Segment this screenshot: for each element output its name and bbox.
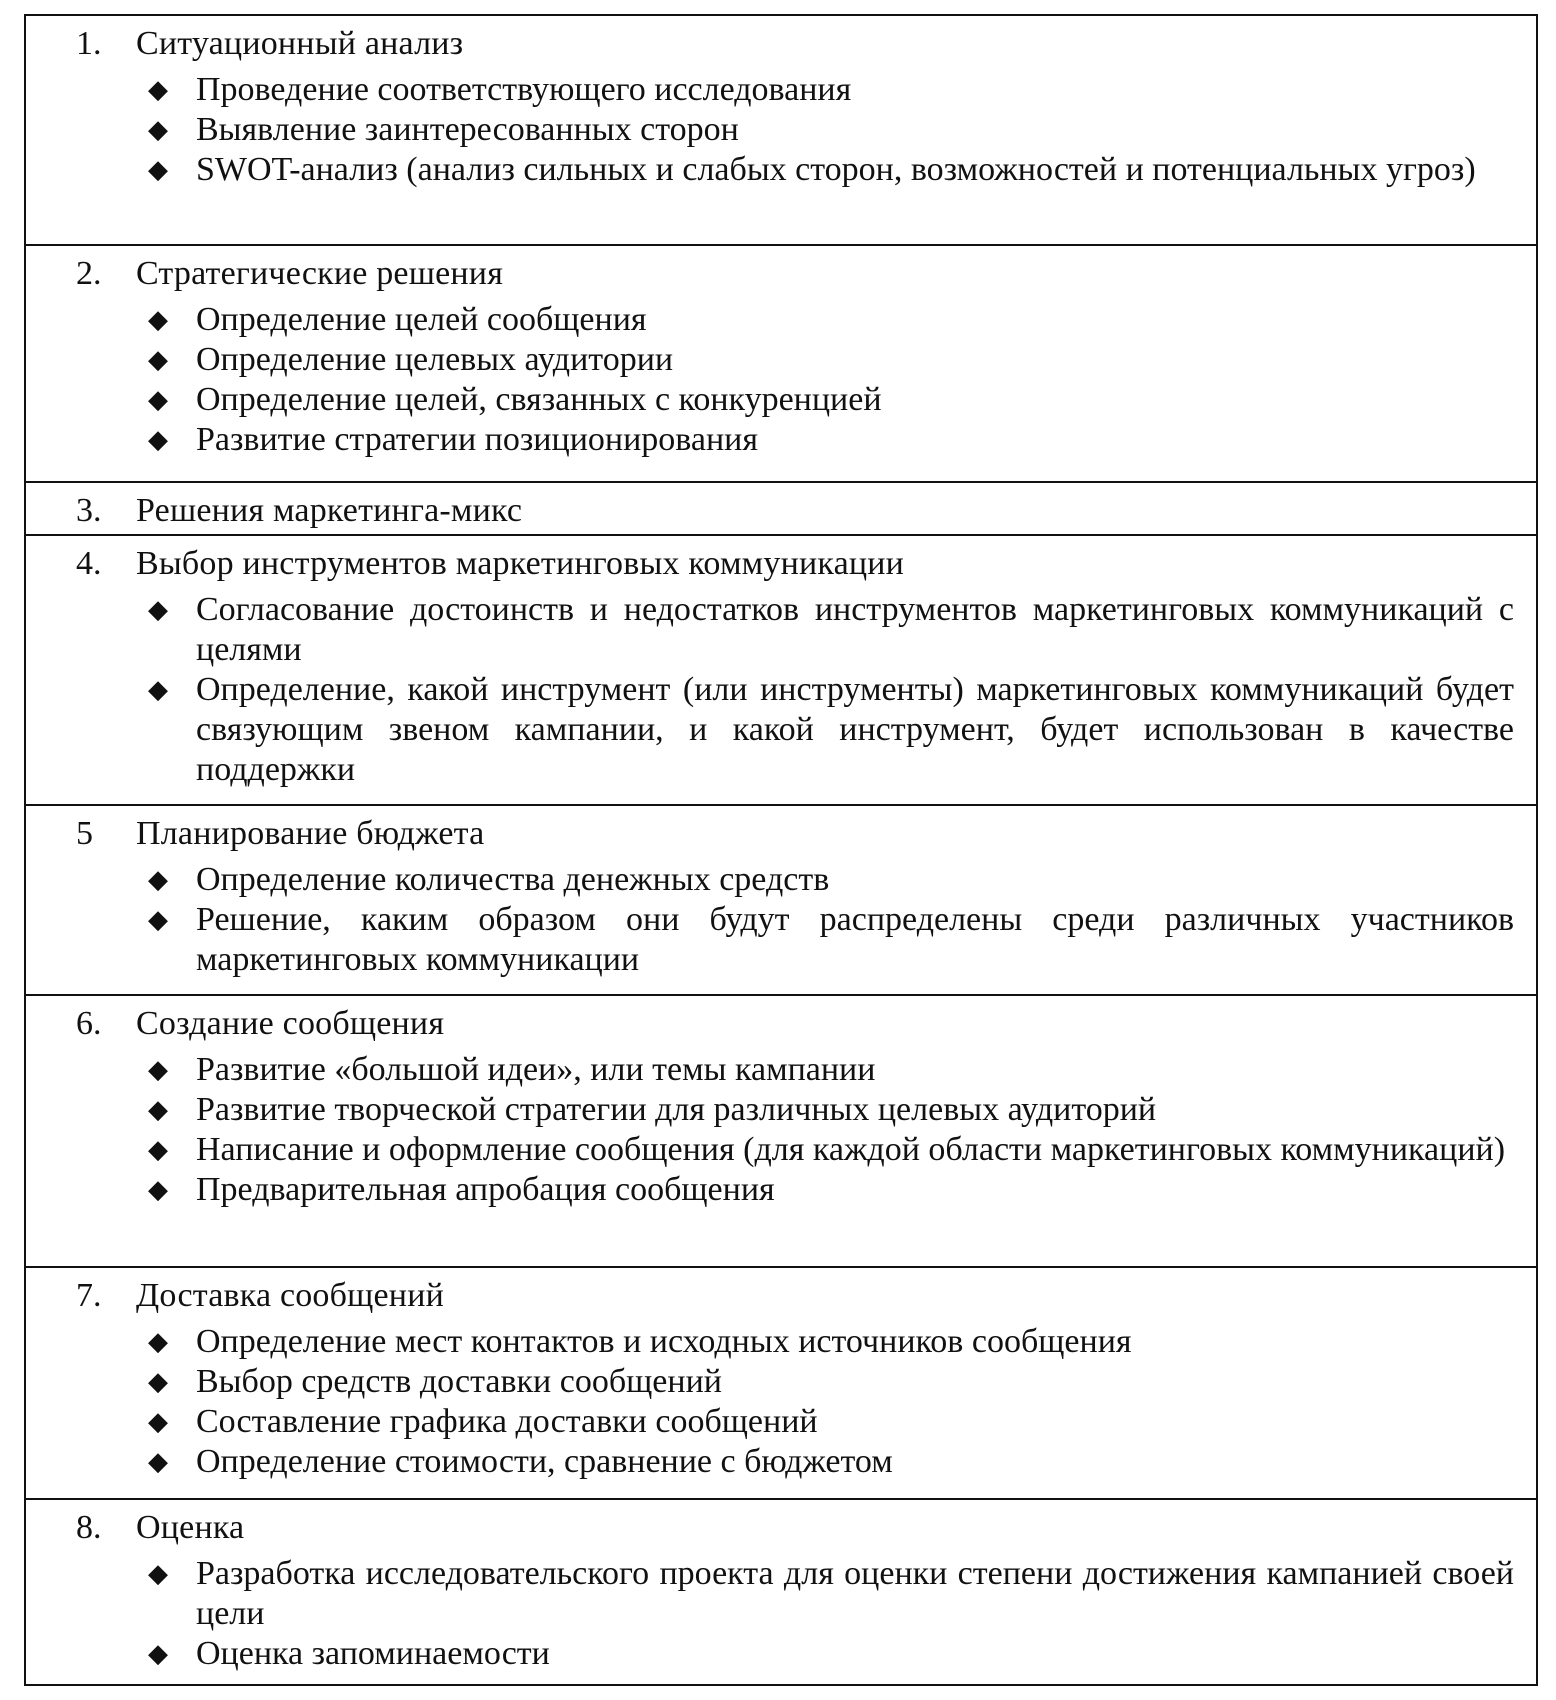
item-list <box>26 1554 1536 1674</box>
section-heading <box>26 1276 1536 1316</box>
item-list <box>26 70 1536 190</box>
list-item <box>26 150 1536 190</box>
section-title: Ситуационный анализ <box>136 25 464 62</box>
item-text: SWOT-анализ (анализ сильных и слабых сторон, возможностей и потенциальных угроз) <box>196 151 1476 188</box>
item-text: Развитие стратегии позиционирования <box>196 421 759 458</box>
section-6 <box>26 996 1536 1268</box>
list-item <box>26 900 1536 980</box>
diamond-bullet-icon: ◆ <box>148 345 168 374</box>
list-item <box>26 1442 1536 1482</box>
diamond-bullet-icon: ◆ <box>148 1135 168 1164</box>
item-text: Развитие творческой стратегии для различных целевых аудиторий <box>196 1091 1157 1128</box>
item-text: Решение, каким образом они будут распределены среди различных участников маркетинговых коммуникации <box>196 901 1514 978</box>
item-list <box>26 590 1536 790</box>
section-number: 8. <box>76 1509 102 1546</box>
section-number: 6. <box>76 1005 102 1042</box>
section-heading <box>26 491 1536 531</box>
section-title: Оценка <box>136 1509 245 1546</box>
list-item <box>26 1130 1536 1170</box>
item-text: Определение стоимости, сравнение с бюджетом <box>196 1443 893 1480</box>
diamond-bullet-icon: ◆ <box>148 1055 168 1084</box>
item-text: Оценка запоминаемости <box>196 1635 550 1672</box>
section-1 <box>26 16 1536 246</box>
section-2 <box>26 246 1536 483</box>
item-text: Определение целевых аудитории <box>196 341 674 378</box>
diamond-bullet-icon: ◆ <box>148 675 168 704</box>
diamond-bullet-icon: ◆ <box>148 155 168 184</box>
list-item <box>26 590 1536 670</box>
item-text: Определение целей, связанных с конкуренцией <box>196 381 882 418</box>
list-item <box>26 110 1536 150</box>
diamond-bullet-icon: ◆ <box>148 1095 168 1124</box>
section-heading <box>26 24 1536 64</box>
diamond-bullet-icon: ◆ <box>148 385 168 414</box>
diamond-bullet-icon: ◆ <box>148 1327 168 1356</box>
section-title: Решения маркетинга-микс <box>136 492 523 529</box>
item-text: Согласование достоинств и недостатков инструментов маркетинговых коммуникаций с целями <box>196 591 1514 668</box>
list-item <box>26 1554 1536 1634</box>
item-list <box>26 1050 1536 1210</box>
section-number: 3. <box>76 492 102 529</box>
item-text: Проведение соответствующего исследования <box>196 71 852 108</box>
list-item <box>26 1090 1536 1130</box>
item-list <box>26 860 1536 980</box>
list-item <box>26 420 1536 460</box>
diamond-bullet-icon: ◆ <box>148 1367 168 1396</box>
section-heading <box>26 1508 1536 1548</box>
list-item <box>26 1170 1536 1210</box>
diamond-bullet-icon: ◆ <box>148 305 168 334</box>
section-number: 1. <box>76 25 102 62</box>
section-title: Создание сообщения <box>136 1005 445 1042</box>
item-text: Определение мест контактов и исходных источников сообщения <box>196 1323 1132 1360</box>
list-item <box>26 670 1536 790</box>
diamond-bullet-icon: ◆ <box>148 1639 168 1668</box>
diamond-bullet-icon: ◆ <box>148 75 168 104</box>
section-heading <box>26 254 1536 294</box>
diamond-bullet-icon: ◆ <box>148 1407 168 1436</box>
diamond-bullet-icon: ◆ <box>148 115 168 144</box>
section-number: 5 <box>76 815 93 852</box>
item-text: Выбор средств доставки сообщений <box>196 1363 722 1400</box>
item-text: Разработка исследовательского проекта для оценки степени достижения кампанией своей цели <box>196 1555 1514 1632</box>
item-text: Определение, какой инструмент (или инструменты) маркетинговых коммуникаций будет связующим звеном кампании, и какой инструмент, будет использован в качестве поддержки <box>196 671 1514 788</box>
section-8 <box>26 1500 1536 1684</box>
process-table <box>24 14 1538 1686</box>
list-item <box>26 1634 1536 1674</box>
section-title: Выбор инструментов маркетинговых коммуникации <box>136 545 905 582</box>
diamond-bullet-icon: ◆ <box>148 1447 168 1476</box>
section-number: 2. <box>76 255 102 292</box>
list-item <box>26 70 1536 110</box>
section-heading <box>26 814 1536 854</box>
diamond-bullet-icon: ◆ <box>148 905 168 934</box>
diamond-bullet-icon: ◆ <box>148 425 168 454</box>
list-item <box>26 860 1536 900</box>
section-title: Стратегические решения <box>136 255 504 292</box>
item-text: Предварительная апробация сообщения <box>196 1171 775 1208</box>
list-item <box>26 1050 1536 1090</box>
section-heading <box>26 544 1536 584</box>
diamond-bullet-icon: ◆ <box>148 1559 168 1588</box>
item-text: Выявление заинтересованных сторон <box>196 111 739 148</box>
section-number: 4. <box>76 545 102 582</box>
item-text: Составление графика доставки сообщений <box>196 1403 818 1440</box>
section-number: 7. <box>76 1277 102 1314</box>
section-title: Планирование бюджета <box>136 815 485 852</box>
item-text: Определение количества денежных средств <box>196 861 830 898</box>
list-item <box>26 340 1536 380</box>
list-item <box>26 380 1536 420</box>
section-3 <box>26 483 1536 536</box>
section-7 <box>26 1268 1536 1500</box>
list-item <box>26 300 1536 340</box>
item-text: Развитие «большой идеи», или темы кампании <box>196 1051 876 1088</box>
item-text: Определение целей сообщения <box>196 301 647 338</box>
list-item <box>26 1322 1536 1362</box>
item-text: Написание и оформление сообщения (для каждой области маркетинговых коммуникаций) <box>196 1131 1506 1168</box>
list-item <box>26 1362 1536 1402</box>
diamond-bullet-icon: ◆ <box>148 865 168 894</box>
section-title: Доставка сообщений <box>136 1277 444 1314</box>
section-heading <box>26 1004 1536 1044</box>
item-list <box>26 1322 1536 1482</box>
diamond-bullet-icon: ◆ <box>148 595 168 624</box>
item-list <box>26 300 1536 460</box>
section-4 <box>26 536 1536 806</box>
list-item <box>26 1402 1536 1442</box>
diamond-bullet-icon: ◆ <box>148 1175 168 1204</box>
section-5 <box>26 806 1536 996</box>
